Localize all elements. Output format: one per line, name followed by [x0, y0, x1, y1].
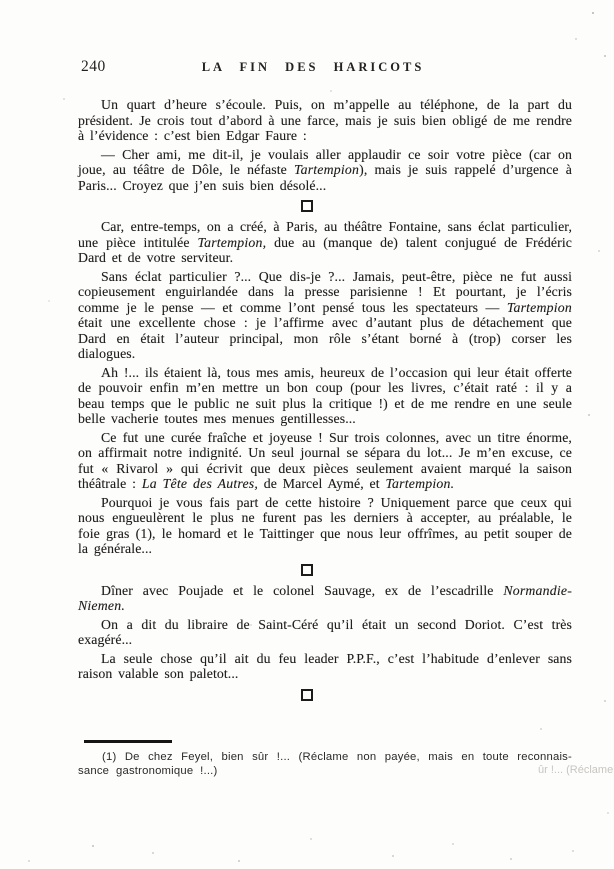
text-run: Sans éclat particulier ?... Que dis-je ?... Jamais, peut-être, pièce ne fut aussi copieusement enguirlandée dans la presse parisienne ! Et pourtant, je l’écris comme je le pense — et comme l’ont pensé tous les spectateurs — — [78, 268, 572, 315]
text-run: Dîner avec Poujade et le colonel Sauvage, ex de l’escadrille — [101, 582, 504, 598]
paragraph — [78, 365, 572, 427]
italic-text-run: Tartempion. — [385, 476, 455, 491]
footnote-line-1: (1) De chez Feyel, bien sûr !... (Réclame non payée, mais en toute reconnais- — [102, 750, 572, 763]
footnote-rule — [84, 740, 172, 743]
italic-text-run: La Tête des Autres, — [141, 476, 259, 491]
italic-text-run: Tartempion — [294, 162, 360, 177]
text-run: ), mais je suis rappelé d’urgence à Paris... Croyez que j’en suis bien désolé... — [78, 162, 572, 193]
text-run: Pourquoi je vous fais part de cette histoire ? Uniquement parce que ceux qui nous engueulèrent le plus ne furent pas les derniers à accepter, au préalable, le foie gras (1), le homard et le Taittinger que nous leur offrîmes, au petit souper de la générale... — [78, 494, 572, 556]
section-divider — [60, 564, 554, 576]
footnote-line-2: sance gastronomique !...) — [78, 765, 218, 777]
page-number: 240 — [81, 58, 106, 75]
text-run: Un quart d’heure s’écoule. Puis, on m’appelle au téléphone, de la part du président. Je crois tout d’abord à une farce, mais je suis bien obligé de me rendre à l’évidence : c’est bien Edgar Faure : — [78, 97, 572, 143]
paragraph — [78, 147, 572, 194]
text-run: due au (manque de) talent conjugué de Frédéric Dard et de votre serviteur. — [78, 234, 572, 265]
divider-square-icon — [301, 564, 313, 576]
divider-square-icon — [301, 200, 313, 212]
text-run: était une excellente chose : je l’affirme avec d’autant plus de détachement que Dard en était l’auteur principal, mon rôle s’étant borné à (trop) corser les dialogues. — [78, 315, 572, 361]
ghost-bleed-text: ûr !... (Réclame — [538, 764, 614, 776]
section-divider — [60, 200, 554, 212]
text-run: Ah !... ils étaient là, tous mes amis, heureux de l’occasion qui leur était offerte de pouvoir enfin m’en mettre un bon coup (pour les livres, c’était raté : il y a beau temps que le public ne suit plus la critique !) et de me rendre en une seule belle vacherie toutes mes menues gentillesses... — [78, 364, 572, 426]
text-run: de Marcel Aymé, et — [258, 476, 386, 491]
paragraph — [78, 219, 572, 266]
paragraph — [78, 617, 572, 648]
paragraph — [78, 97, 572, 144]
text-run: Ce fut une curée fraîche et joyeuse ! Sur trois colonnes, avec un titre énorme, on affirmait notre indignité. Un seul journal se sépara du lot... Je m’en excuse, ce fut « Rivarol » qui écrivit que deux pièces seulement avaient marqué la saison théâtrale : — [78, 429, 572, 491]
text-run: — Cher ami, me dit-il, je voulais aller applaudir ce soir votre pièce (car on joue, au téâtre de Dôle, le néfaste — [78, 146, 572, 177]
scan-noise — [0, 0, 2, 2]
italic-text-run: Tartempion — [506, 299, 572, 315]
paragraph — [78, 269, 572, 362]
text-run: La seule chose qu’il ait du feu leader P.P.F., c’est l’habitude d’enlever sans raison valable son paletot... — [78, 650, 572, 681]
section-divider — [60, 689, 554, 701]
footnote — [78, 736, 614, 869]
running-title: LA FIN DES HARICOTS — [201, 60, 425, 74]
italic-text-run: Tartempion, — [197, 234, 267, 250]
divider-square-icon — [301, 689, 313, 701]
paragraph — [78, 495, 572, 557]
italic-text-run: Normandie-Niemen. — [78, 582, 572, 613]
text-run: Car, entre-temps, on a créé, à Paris, au théâtre Fontaine, sans éclat particulier, une pièce intitulée — [78, 219, 572, 250]
paragraph — [78, 583, 572, 614]
text-run: On a dit du libraire de Saint-Céré qu’il était un second Doriot. C’est très exagéré... — [78, 616, 572, 647]
paragraph — [78, 430, 572, 492]
page-header — [78, 58, 572, 76]
body-text — [78, 97, 572, 708]
paragraph — [78, 651, 572, 682]
